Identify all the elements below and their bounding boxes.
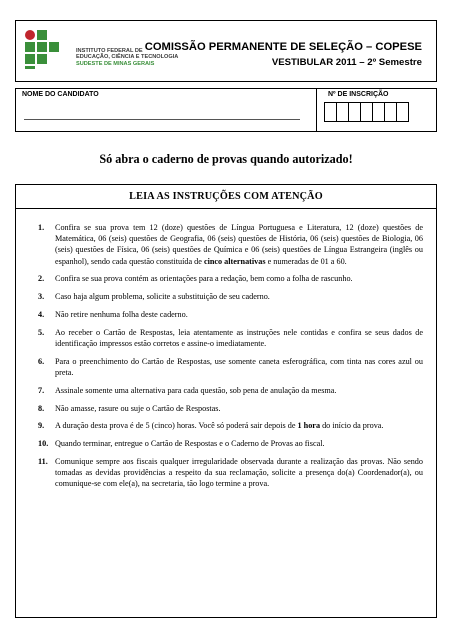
institution-logo — [24, 29, 72, 69]
instruction-emphasis: 1 hora — [297, 421, 321, 431]
logo-square — [25, 66, 35, 69]
logo-square — [37, 30, 47, 40]
logo-square — [25, 54, 35, 64]
instruction-item — [38, 438, 423, 449]
instruction-text: A duração desta prova é de 5 (cinco) horas. Você só poderá sair depois de — [55, 421, 298, 431]
instruction-text: Assinale somente uma alternativa para cada questão, sob pena de anulação da mesma. — [55, 385, 337, 395]
header-box — [15, 20, 437, 82]
logo-square — [37, 42, 47, 52]
instruction-text-end: do início da prova. — [320, 421, 384, 431]
instruction-number: 10. — [38, 439, 49, 449]
instruction-item — [38, 420, 423, 431]
instruction-number: 2. — [38, 274, 45, 284]
logo-red-circle — [25, 30, 35, 40]
instruction-text: Quando terminar, entregue o Cartão de Respostas e o Caderno de Provas ao fiscal. — [55, 439, 325, 449]
logo-square — [25, 42, 35, 52]
instruction-text: Comunique sempre aos fiscais qualquer irregularidade observada durante a realização das provas. Não sendo tomadas as devidas providências a respeito da sua reclamação, solicite a presença do(a) Coordenador(a), ou comunique-se com ele(a), na secretaria, tão logo termine a prova. — [55, 456, 423, 489]
instruction-item — [38, 327, 423, 349]
institution-line-1: INSTITUTO FEDERAL DE — [76, 48, 143, 54]
instruction-text: Para o preenchimento do Cartão de Respostas, use somente caneta esferográfica, com tinta nas cores azul ou preta. — [55, 356, 423, 377]
divider — [316, 89, 317, 131]
candidate-box — [15, 88, 437, 132]
instruction-text: Não amasse, rasure ou suje o Cartão de Respostas. — [55, 403, 221, 413]
instruction-number: 9. — [38, 421, 45, 431]
instruction-text: Confira se sua prova contém as orientações para a redação, bem como a folha de rascunho. — [55, 274, 353, 284]
institution-line-2: EDUCAÇÃO, CIÊNCIA E TECNOLOGIA — [76, 54, 179, 61]
instruction-number: 1. — [38, 223, 45, 232]
registration-digit-cell[interactable] — [396, 102, 409, 122]
instruction-item — [38, 291, 423, 302]
instruction-text-end: e numeradas de 01 a 60. — [265, 256, 347, 266]
logo-square — [37, 54, 47, 64]
instruction-item — [38, 273, 423, 284]
page-subtitle: VESTIBULAR 2011 – 2º Semestre — [271, 57, 422, 68]
instruction-item — [38, 309, 423, 320]
instruction-number: 8. — [38, 403, 45, 413]
registration-number-label: Nº DE INSCRIÇÃO — [328, 91, 389, 98]
instructions-list — [38, 222, 423, 496]
candidate-name-field[interactable] — [24, 119, 300, 120]
instruction-number: 7. — [38, 385, 45, 395]
instruction-text: Confira se sua prova tem 12 (doze) questões de Língua Portuguesa e Literatura, 12 (doze) questões de Matemática, 06 (seis) questões de Geografia, 06 (seis) questões de História, 06 (seis) questões de Biologia, 06 (seis) questões de Física, 06 (seis) questões de Química e 06 (seis) questões de Língua Estrangeira (inglês ou espanhol), sendo cada questão constituída de — [55, 223, 423, 266]
instructions-title: LEIA AS INSTRUÇÕES COM ATENÇÃO — [129, 191, 323, 202]
instruction-number: 6. — [38, 356, 45, 366]
divider — [15, 208, 437, 209]
instruction-number: 5. — [38, 327, 45, 337]
instruction-item — [38, 222, 423, 267]
warning-text: Só abra o caderno de provas quando autorizado! — [99, 152, 353, 166]
institution-campus: SUDESTE DE MINAS GERAIS — [76, 60, 155, 67]
instruction-item — [38, 356, 423, 378]
instruction-item — [38, 456, 423, 490]
registration-number-field[interactable] — [324, 102, 408, 122]
instruction-text: Não retire nenhuma folha deste caderno. — [55, 310, 188, 319]
page-title: COMISSÃO PERMANENTE DE SELEÇÃO – COPESE — [144, 41, 422, 53]
instruction-number: 3. — [38, 292, 45, 302]
candidate-name-label: NOME DO CANDIDATO — [22, 91, 99, 98]
instruction-number: 11. — [38, 456, 48, 466]
instruction-text: Caso haja algum problema, solicite a substituição de seu caderno. — [55, 292, 270, 302]
instruction-text: Ao receber o Cartão de Respostas, leia atentamente as instruções nele contidas e confira se seus dados de identificação impressos estão corretos e assine-o imediatamente. — [55, 327, 423, 348]
instruction-item — [38, 403, 423, 414]
logo-square — [49, 42, 59, 52]
instruction-emphasis: cinco alternativas — [203, 256, 266, 266]
instruction-number: 4. — [38, 310, 45, 319]
instruction-item — [38, 385, 423, 396]
